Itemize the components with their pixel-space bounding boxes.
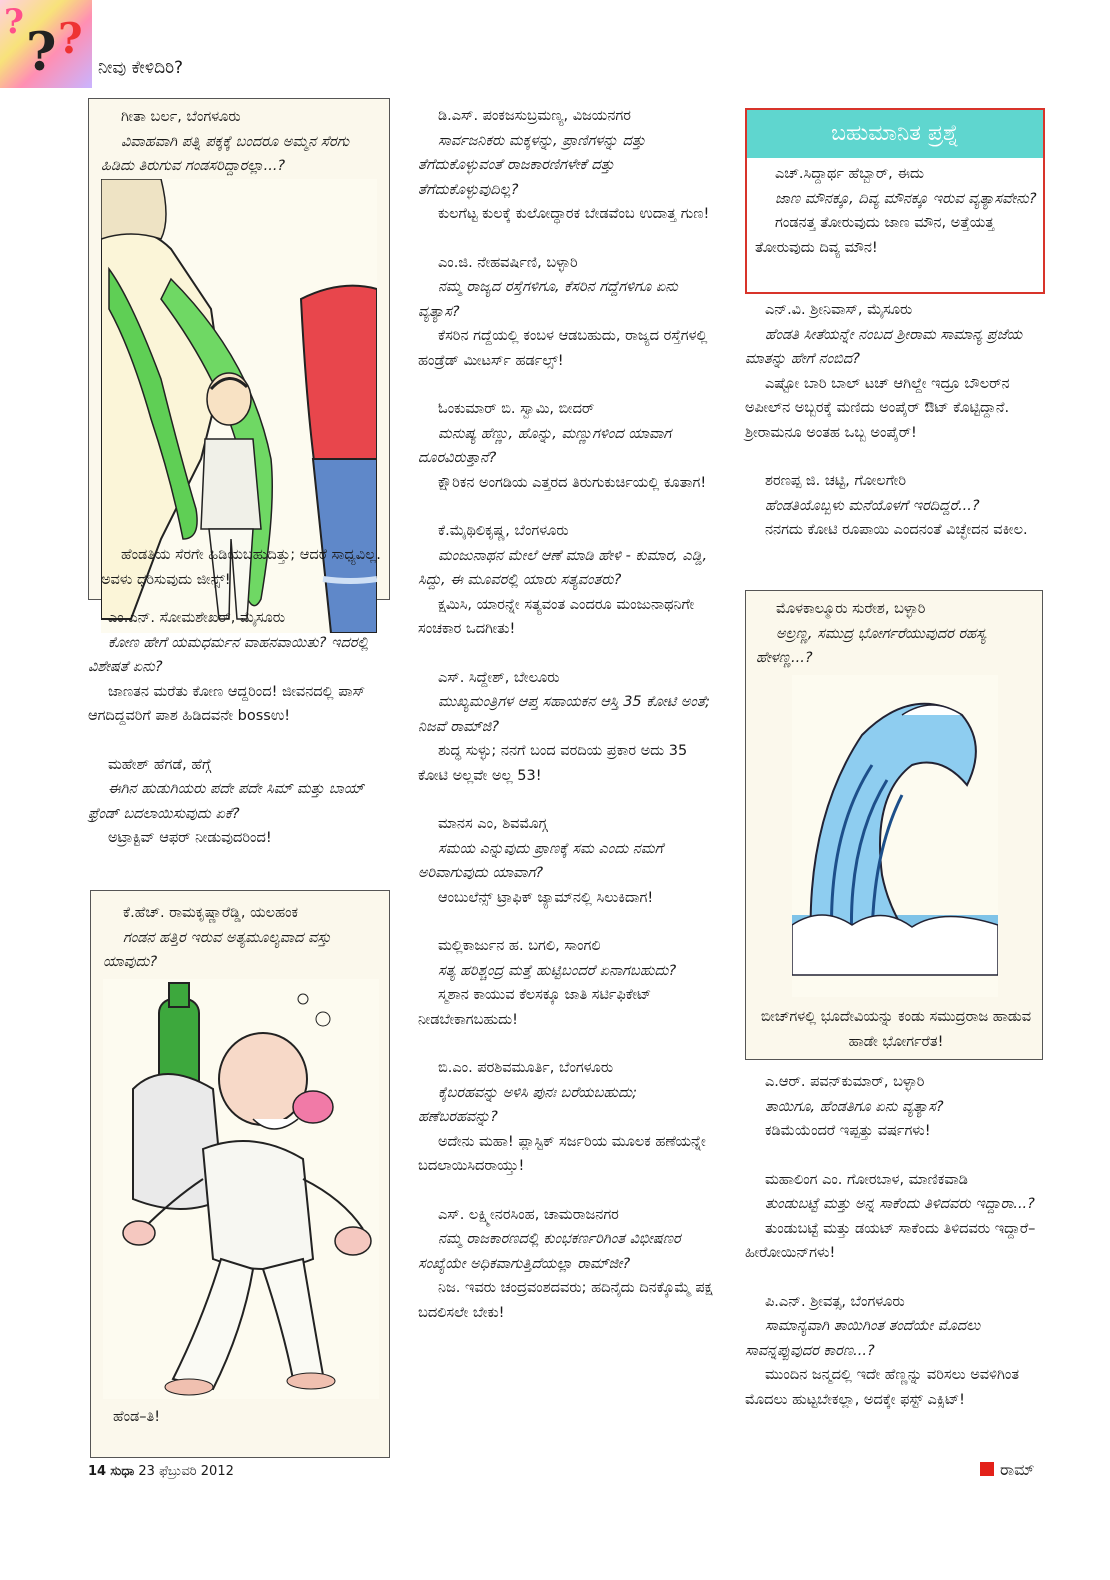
- question-text: ಜಾಣ ಮೌನಕ್ಕೂ, ದಿವ್ಯ ಮೌನಕ್ಕೂ ಇರುವ ವ್ಯತ್ಯಾಸವೇನು?: [775, 190, 1037, 207]
- answer-text: ಹೆಂಡತಿಯ ಸೆರಗೇ ಹಿಡಿಯಬಹುದಿತ್ತು; ಆದರೆ ಸಾಧ್ಯವಿಲ್ಲ. ಅವಳು ಧರಿಸುವುದು ಜೀನ್ಸ್!: [101, 547, 381, 588]
- qa-entry: [418, 1203, 718, 1326]
- question-text: ಗಂಡನ ಹತ್ತಿರ ಇರುವ ಅತ್ಯಮೂಲ್ಯವಾದ ವಸ್ತು ಯಾವುದು?: [103, 929, 331, 970]
- answer-text: ಹೆಂಡ–ತಿ!: [113, 1409, 161, 1425]
- question-text: ಕೋಣ ಹೇಗೆ ಯಮಧರ್ಮನ ವಾಹನವಾಯಿತು? ಇದರಲ್ಲಿ ವಿಶೇಷತೆ ಏನು?: [88, 634, 369, 675]
- question-text: ಕೈಬರಹವನ್ನು ಅಳಿಸಿ ಪುನಃ ಬರೆಯಬಹುದು; ಹಣೆಬರಹವನ್ನು?: [418, 1084, 638, 1125]
- cartoon-illustration: [103, 979, 379, 1399]
- asker-name: ಮಾನಸ ಎಂ, ಶಿವಮೊಗ್ಗ: [438, 816, 548, 832]
- asker-name: ಮಲ್ಲಿಕಾರ್ಜುನ ಹ. ಬಗಲಿ, ಸಾಂಗಲಿ: [438, 938, 601, 954]
- asker-name: ಕೆ.ಹೆಚ್. ರಾಮಕೃಷ್ಣಾರೆಡ್ಡಿ, ಯಲಹಂಕ: [123, 905, 299, 921]
- cartoon-box-1: [88, 98, 390, 600]
- question-text: ಹೆಂಡತಿಯೊಬ್ಬಳು ಮನೆಯೊಳಗೆ ಇರದಿದ್ದರೆ...?: [765, 497, 980, 514]
- qa-entry: [88, 753, 388, 851]
- issue-date: 23 ಫೆಬ್ರುವರಿ 2012: [138, 1464, 234, 1479]
- answer-text: ಮುಂದಿನ ಜನ್ಮದಲ್ಲಿ ಇದೇ ಹೆಣ್ಣನ್ನು ವರಿಸಲು ಅವಳಿಗಿಂತ ಮೊದಲು ಹುಟ್ಟಬೇಕಲ್ಲಾ, ಅದಕ್ಕೇ ಫಸ್ಟ್ ಎಕ್ಸಿಟ್!: [745, 1367, 1020, 1408]
- answer-text: ಆಂಬುಲೆನ್ಸ್ ಟ್ರಾಫಿಕ್ ಜ್ಯಾಮ್‌ನಲ್ಲಿ ಸಿಲುಕಿದಾಗ!: [438, 889, 654, 906]
- asker-name: ಎಂ.ಎನ್. ಸೋಮಶೇಖರ್, ಮೈಸೂರು: [108, 610, 286, 626]
- wave-illustration: [792, 675, 998, 997]
- answer-text: ನನಗದು ಕೋಟಿ ರೂಪಾಯಿ ಎಂದನಂತೆ ವಿಚ್ಛೇದನ ವಕೀಲ.: [765, 522, 1028, 538]
- qa-entry: [418, 104, 718, 227]
- answer-text: ಅದೇನು ಮಹಾ! ಪ್ಲಾಸ್ಟಿಕ್ ಸರ್ಜರಿಯ ಮೂಲಕ ಹಣೆಯನ್ನೇ ಬದಲಾಯಿಸಿದರಾಯ್ತು!: [418, 1133, 706, 1174]
- asker-name: ಎಸ್. ಲಕ್ಷ್ಮೀನರಸಿಂಹ, ಚಾಮರಾಜನಗರ: [438, 1206, 619, 1223]
- question-text: ನಮ್ಮ ರಾಜಕಾರಣದಲ್ಲಿ ಕುಂಭಕರ್ಣರಿಗಿಂತ ವಿಭೀಷಣರ ಸಂಖ್ಯೆಯೇ ಅಧಿಕವಾಗುತ್ತಿದೆಯಲ್ಲಾ ರಾಮ್‌ಜೀ?: [418, 1231, 681, 1272]
- answer-text: ಸ್ಮಶಾನ ಕಾಯುವ ಕೆಲಸಕ್ಕೂ ಜಾತಿ ಸರ್ಟಿಫಿಕೇಟ್ ನೀಡಬೇಕಾಗಬಹುದು!: [418, 987, 652, 1028]
- qa-entry: [418, 519, 718, 642]
- prize-title: ಬಹುಮಾನಿತ ಪ್ರಶ್ನೆ: [747, 110, 1043, 158]
- prize-question-box: [745, 108, 1045, 294]
- asker-name: ಎಂ.ಜಿ. ನೇಹವರ್ಷಿಣಿ, ಬಳ್ಳಾರಿ: [438, 254, 578, 271]
- answer-text: ಕೆಸರಿನ ಗದ್ದೆಯಲ್ಲಿ ಕಂಬಳ ಆಡಬಹುದು, ರಾಜ್ಯದ ರಸ್ತೆಗಳಲ್ಲಿ ಹಂಡ್ರೆಡ್ ಮೀಟರ್ಸ್ ಹರ್ಡಲ್ಸ್!: [418, 328, 708, 369]
- question-text: ಮನುಷ್ಯ ಹೆಣ್ಣು, ಹೊನ್ನು, ಮಣ್ಣುಗಳಿಂದ ಯಾವಾಗ ದೂರವಿರುತ್ತಾನೆ?: [418, 425, 672, 466]
- asker-name: ಡಿ.ಎಸ್. ಪಂಕಜಸುಬ್ರಮಣ್ಯ, ವಿಜಯನಗರ: [438, 108, 631, 124]
- qa-entry: [88, 606, 388, 729]
- asker-name: ಎನ್.ವಿ. ಶ್ರೀನಿವಾಸ್, ಮೈಸೂರು: [765, 302, 913, 318]
- asker-name: ಎಸ್. ಸಿದ್ದೇಶ್, ಬೇಲೂರು: [438, 669, 560, 686]
- question-text: ಮುಖ್ಯಮಂತ್ರಿಗಳ ಆಪ್ತ ಸಹಾಯಕನ ಆಸ್ತಿ 35 ಕೋಟಿ ಅಂತೆ; ನಿಜವೆ ರಾಮ್‌ಜಿ?: [418, 694, 710, 735]
- question-text: ಸತ್ಯ ಹರಿಶ್ಚಂದ್ರ ಮತ್ತೆ ಹುಟ್ಟಿಬಂದರೆ ಏನಾಗಬಹುದು?: [438, 962, 677, 979]
- qa-entry: [418, 1056, 718, 1179]
- qa-entry: [418, 812, 718, 910]
- asker-name: ಓಂಕುಮಾರ್ ಬಿ. ಸ್ವಾಮಿ, ಬೀದರ್: [438, 401, 595, 417]
- section-title: ನೀವು ಕೇಳಿದಿರಿ?: [98, 58, 184, 78]
- qa-entry: [418, 397, 718, 495]
- answer-text: ತುಂಡುಬಟ್ಟೆ ಮತ್ತು ಡಯಟ್ ಸಾಕೆಂದು ತಿಳಿದವರು ಇದ್ದಾರೆ– ಹೀರೋಯಿನ್‌ಗಳು!: [745, 1220, 1036, 1261]
- asker-name: ಎ.ಆರ್. ಪವನ್‌ಕುಮಾರ್, ಬಳ್ಳಾರಿ: [765, 1074, 925, 1090]
- square-icon: [980, 1462, 994, 1476]
- asker-name: ಮಹಾಲಿಂಗ ಎಂ. ಗೋರಬಾಳ, ಮಾಣಿಕವಾಡಿ: [765, 1171, 968, 1188]
- asker-name: ಗೀತಾ ಬರ್ಲ, ಬೆಂಗಳೂರು: [121, 109, 241, 125]
- magazine-name: ಸುಧಾ: [110, 1464, 135, 1479]
- qa-entry: [745, 298, 1041, 445]
- qa-entry: [745, 469, 1041, 543]
- column-3-entries-bottom: [745, 1070, 1041, 1436]
- answer-text: ಬೀಚ್‌ಗಳಲ್ಲಿ ಭೂದೇವಿಯನ್ನು ಕಂಡು ಸಮುದ್ರರಾಜ ಹಾಡುವ ಹಾಡೇ ಭೋರ್ಗರೆತ!: [760, 1009, 1032, 1050]
- answer-text: ಕ್ಷೌರಿಕನ ಅಂಗಡಿಯ ಎತ್ತರದ ತಿರುಗುಕುರ್ಚಿಯಲ್ಲಿ ಕೂತಾಗ!: [438, 474, 707, 491]
- column-3-entries-top: [745, 298, 1041, 567]
- answer-text: ಶುದ್ಧ ಸುಳ್ಳು; ನನಗೆ ಬಂದ ವರದಿಯ ಪ್ರಕಾರ ಅದು 35 ಕೋಟಿ ಅಲ್ಲವೇ ಅಲ್ಲ 53!: [418, 743, 688, 784]
- answer-text: ಕ್ಷಮಿಸಿ, ಯಾರನ್ನೇ ಸತ್ಯವಂತ ಎಂದರೂ ಮಂಜುನಾಥನಿಗೇ ಸಂಚಕಾರ ಒದಗೀತು!: [418, 596, 695, 637]
- answer-text: ಅಟ್ರಾಕ್ಟಿವ್ ಆಫರ್ ನೀಡುವುದರಿಂದ!: [108, 830, 272, 846]
- asker-name: ಕೆ.ಮೈಥಿಲಿಕೃಷ್ಣ, ಬೆಂಗಳೂರು: [438, 523, 569, 539]
- question-text: ಸಮಯ ಎನ್ನುವುದು ಪ್ರಾಣಕ್ಕೆ ಸಮ ಎಂದು ನಮಗೆ ಅರಿವಾಗುವುದು ಯಾವಾಗ?: [418, 840, 664, 881]
- answer-text: ನಿಜ. ಇವರು ಚಂದ್ರವಂಶದವರು; ಹದಿನೈದು ದಿನಕ್ಕೊಮ್ಮೆ ಪಕ್ಷ ಬದಲಿಸಲೇ ಬೇಕು!: [418, 1280, 713, 1321]
- qa-entry: [418, 251, 718, 374]
- qa-entry: [418, 666, 718, 789]
- answer-text: ಕುಲಗೆಟ್ಟ ಕುಲಕ್ಕೆ ಕುಲೋದ್ಧಾರಕ ಬೇಡವೆಂಬ ಉದಾತ್ತ ಗುಣ!: [438, 206, 710, 222]
- question-mark-icon: ?: [4, 2, 24, 42]
- question-text: ನಮ್ಮ ರಾಜ್ಯದ ರಸ್ತೆಗಳಿಗೂ, ಕೆಸರಿನ ಗದ್ದೆಗಳಿಗೂ ಏನು ವ್ಯತ್ಯಾಸ?: [418, 279, 678, 320]
- answer-text: ಕಡಿಮೆಯೆಂದರೆ ಇಪ್ಪತ್ತು ವರ್ಷಗಳು!: [765, 1123, 931, 1139]
- question-text: ಸಾರ್ವಜನಿಕರು ಮಕ್ಕಳನ್ನು, ಪ್ರಾಣಿಗಳನ್ನು ದತ್ತು ತೆಗೆದುಕೊಳ್ಳುವಂತೆ ರಾಜಕಾರಣಿಗಳೇಕೆ ದತ್ತು ತೆಗೆದುಕೊಳ್ಳುವುದಿಲ್ಲ?: [418, 132, 646, 198]
- author-name: ರಾಮ್: [1000, 1460, 1035, 1479]
- question-text: ವಿವಾಹವಾಗಿ ಪತ್ನಿ ಪಕ್ಕಕ್ಕೆ ಬಂದರೂ ಅಮ್ಮನ ಸೆರಗು ಹಿಡಿದು ತಿರುಗುವ ಗಂಡಸರಿದ್ದಾರಲ್ಲಾ...?: [101, 133, 350, 174]
- answer-text: ಜಾಣತನ ಮರೆತು ಕೋಣ ಆದ್ದರಿಂದ! ಜೀವನದಲ್ಲಿ ಪಾಸ್ ಆಗದಿದ್ದವರಿಗೆ ಪಾಶ ಹಿಡಿದವನೇ bossಉ!: [88, 683, 366, 724]
- question-text: ಅಲ್ರಣ್ಣ, ಸಮುದ್ರ ಭೋರ್ಗರೆಯುವುದರ ರಹಸ್ಯ ಹೇಳಣ್ಣ...?: [756, 625, 986, 666]
- qa-entry: [745, 1290, 1041, 1413]
- qa-entry: [418, 934, 718, 1032]
- asker-name: ಶರಣಪ್ಪ ಜಿ. ಚಟ್ಟಿ, ಗೋಲಗೇರಿ: [765, 473, 907, 489]
- qa-entry: [745, 1168, 1041, 1266]
- question-text: ತುಂಡುಬಟ್ಟೆ ಮತ್ತು ಅನ್ನ ಸಾಕೆಂದು ತಿಳಿದವರು ಇದ್ದಾರಾ...?: [765, 1196, 1035, 1212]
- question-text: ಈಗಿನ ಹುಡುಗಿಯರು ಪದೇ ಪದೇ ಸಿಮ್ ಮತ್ತು ಬಾಯ್ ಫ್ರೆಂಡ್ ಬದಲಾಯಿಸುವುದು ಏಕೆ?: [88, 781, 365, 822]
- answer-text: ಗಂಡನತ್ತ ತೋರುವುದು ಜಾಣ ಮೌನ, ಅತ್ತೆಯತ್ತ ತೋರುವುದು ದಿವ್ಯ ಮೌನ!: [755, 215, 995, 256]
- question-text: ಮಂಜುನಾಥನ ಮೇಲೆ ಆಣೆ ಮಾಡಿ ಹೇಳಿ - ಕುಮಾರ, ಎಡ್ಡಿ, ಸಿದ್ದು, ಈ ಮೂವರಲ್ಲಿ ಯಾರು ಸತ್ಯವಂತರು?: [418, 547, 708, 588]
- asker-name: ಪಿ.ಎನ್. ಶ್ರೀವತ್ಸ, ಬೆಂಗಳೂರು: [765, 1293, 905, 1310]
- column-2-entries: [418, 104, 718, 1349]
- page-number: 14: [88, 1464, 107, 1479]
- page-footer: [88, 1464, 234, 1479]
- asker-name: ಎಚ್.ಸಿದ್ದಾರ್ಥ ಹೆಬ್ಬಾರ್, ಈದು: [775, 166, 924, 182]
- column-1-entries: [88, 606, 388, 875]
- question-text: ತಾಯಿಗೂ, ಹೆಂಡತಿಗೂ ಏನು ವ್ಯತ್ಯಾಸ?: [765, 1098, 944, 1115]
- question-mark-icon: ?: [26, 22, 57, 83]
- asker-name: ಮೊಳಕಾಲ್ಮೂರು ಸುರೇಶ, ಬಳ್ಳಾರಿ: [776, 601, 926, 617]
- answer-text: ಎಷ್ಟೋ ಬಾರಿ ಬಾಲ್ ಟಚ್ ಆಗಿಲ್ದೇ ಇದ್ರೂ ಬೌಲರ್‌ನ ಅಪೀಲ್‌ನ ಅಬ್ಬರಕ್ಕೆ ಮಣಿದು ಅಂಪೈರ್ ಔಟ್ ಕೊಟ್ಟಿದ್ದಾನೆ. ಶ್ರೀರಾಮನೂ ಅಂತಹ ಒಬ್ಬ ಅಂಪೈರ್!: [745, 375, 1010, 441]
- cartoon-box-3: [745, 590, 1043, 1060]
- author-credit: [980, 1460, 1035, 1480]
- qa-entry: [745, 1070, 1041, 1144]
- section-logo: [0, 0, 92, 88]
- question-text: ಹೆಂಡತಿ ಸೀತೆಯನ್ನೇ ನಂಬದ ಶ್ರೀರಾಮ ಸಾಮಾನ್ಯ ಪ್ರಜೆಯ ಮಾತನ್ನು ಹೇಗೆ ನಂಬಿದ?: [745, 326, 1023, 367]
- cartoon-box-2: [90, 890, 390, 1458]
- asker-name: ಮಹೇಶ್ ಹೆಗಡೆ, ಹೆಗ್ಗೆ: [108, 756, 212, 773]
- question-mark-icon: ?: [58, 14, 83, 63]
- asker-name: ಬಿ.ಎಂ. ಪರಶಿವಮೂರ್ತಿ, ಬೆಂಗಳೂರು: [438, 1060, 614, 1076]
- question-text: ಸಾಮಾನ್ಯವಾಗಿ ತಾಯಿಗಿಂತ ತಂದೆಯೇ ಮೊದಲು ಸಾವನ್ನಪ್ಪುವುದರ ಕಾರಣ...?: [745, 1318, 981, 1359]
